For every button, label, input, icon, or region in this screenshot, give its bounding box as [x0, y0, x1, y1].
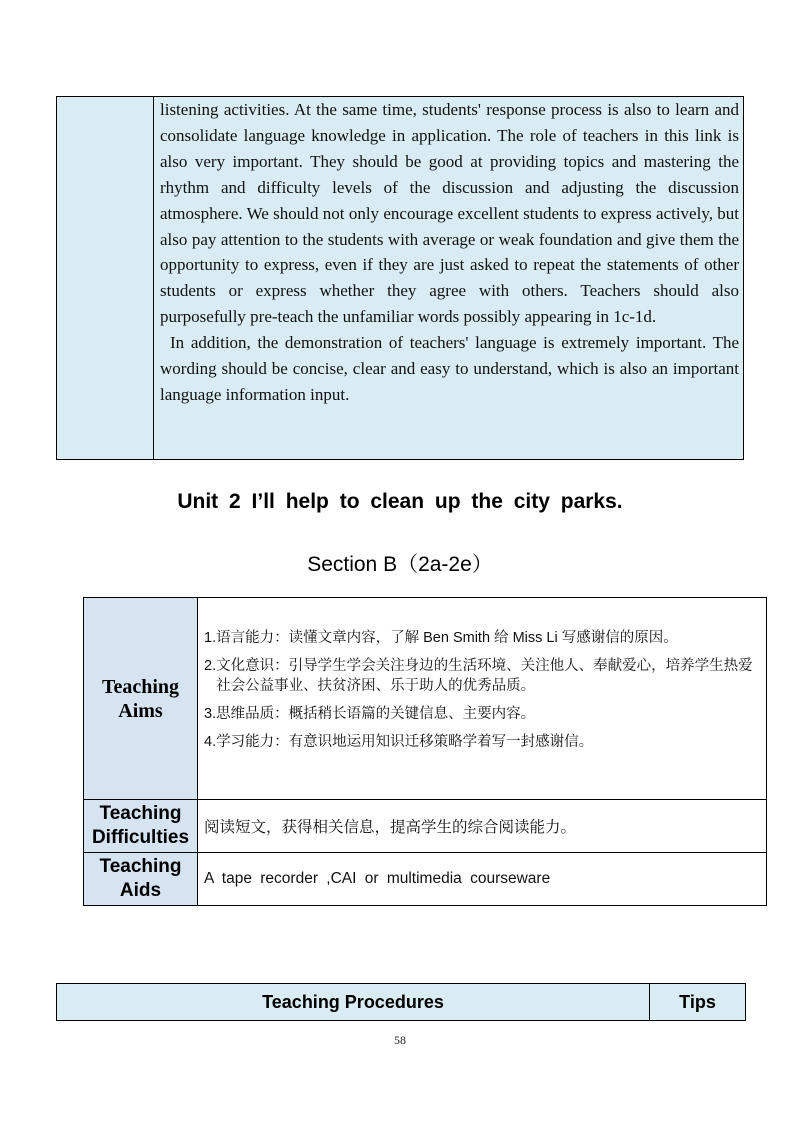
procedures-header-table [56, 983, 746, 1021]
teaching-difficulties-label [84, 800, 198, 853]
teaching-aims-label [84, 598, 198, 800]
page-number: 58 [394, 1033, 406, 1047]
continuation-text-cell [154, 97, 744, 460]
unit-title: Unit 2 I’ll help to clean up the city parks. [177, 490, 623, 513]
teaching-aims-label-line-2: Aims [118, 699, 163, 722]
teaching-difficulties-content: 阅读短文，获得相关信息，提高学生的综合阅读能力。 [198, 800, 767, 853]
aim-text: 学习能力：有意识地运用知识迁移策略学着写一封感谢信。 [216, 734, 594, 750]
aim-item [204, 732, 760, 752]
teaching-aids-content: A tape recorder ,CAI or multimedia courseware [198, 853, 767, 906]
aim-number: 4. [204, 734, 217, 750]
tips-header: Tips [650, 984, 746, 1021]
teaching-aims-content [198, 598, 767, 800]
aim-number: 1. [204, 630, 217, 646]
aim-number: 3. [204, 706, 217, 722]
section-title: Section B（2a-2e） [307, 553, 493, 576]
teaching-aids-label [84, 853, 198, 906]
continuation-left-cell [57, 97, 154, 460]
teaching-aims-label-line-1: Teaching [101, 675, 180, 698]
teaching-aids-label-line-1: Teaching [99, 856, 182, 877]
teaching-aims-list [204, 598, 760, 752]
aim-text: 语言能力：读懂文章内容，了解 Ben Smith 给 Miss Li 写感谢信的原因。 [216, 630, 678, 646]
aim-item [204, 628, 760, 648]
aim-text: 思维品质：概括稍长语篇的关键信息、主要内容。 [216, 706, 536, 722]
aim-item [204, 704, 760, 724]
teaching-difficulties-label-line-1: Teaching [99, 803, 182, 824]
continuation-paragraph-1: listening activities. At the same time, students' response process is also to learn and consolidate language knowledge in application. The role of teachers in this link is also very important. They should be good at providing topics and mastering the rhythm and difficulty levels of the discussion and adjusting the discussion atmosphere. We should not only encourage excellent students to express actively, but also pay attention to the students with average or weak foundation and give them the opportunity to express, even if they are just asked to repeat the statements of other students or express whether they agree with others. Teachers should also purposefully pre-teach the unfamiliar words possibly appearing in 1c-1d. [160, 100, 739, 327]
continuation-table [56, 96, 744, 460]
continuation-paragraph-2: In addition, the demonstration of teachers' language is extremely important. The wording should be concise, clear and easy to understand, which is also an important language information input. [160, 333, 739, 404]
teaching-info-table [83, 597, 767, 906]
teaching-aids-label-line-2: Aids [119, 880, 162, 901]
teaching-difficulties-label-line-2: Difficulties [91, 827, 190, 848]
aim-text: 文化意识：引导学生学会关注身边的生活环境、关注他人、奉献爱心，培养学生热爱社会公益事业、扶贫济困、乐于助人的优秀品质。 [216, 658, 753, 694]
procedures-header: Teaching Procedures [57, 984, 650, 1021]
aim-item [204, 656, 760, 696]
aim-number: 2. [204, 658, 217, 674]
